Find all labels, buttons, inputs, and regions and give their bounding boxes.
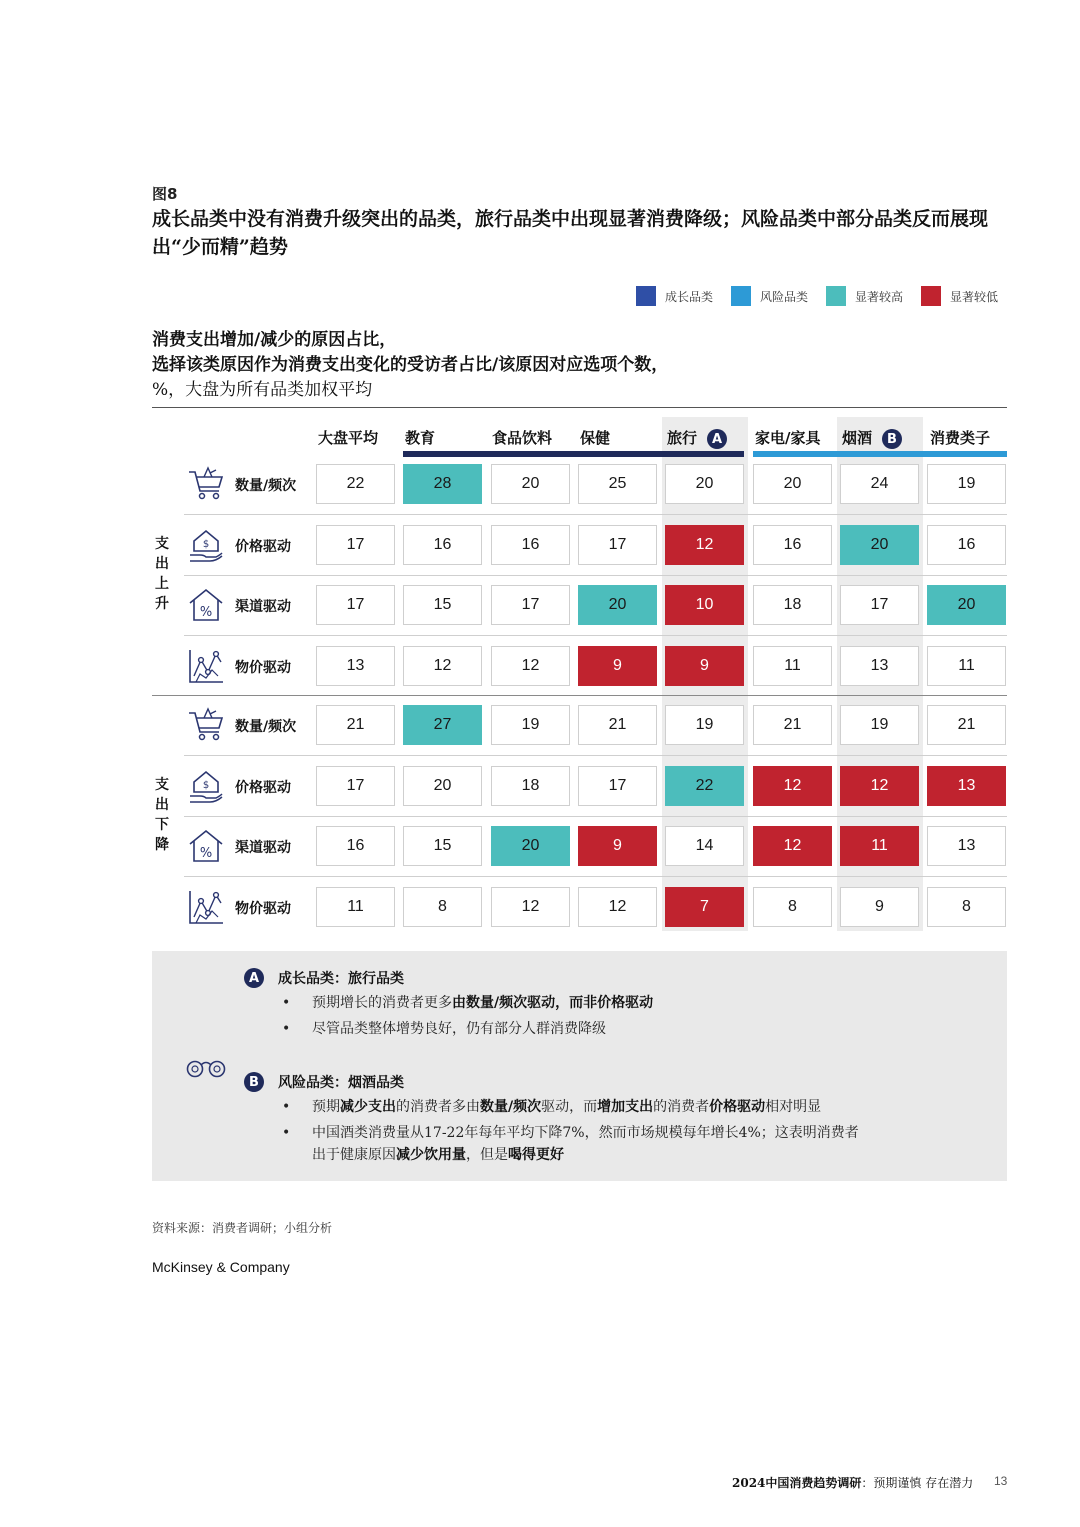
table-cell: 17 — [578, 766, 657, 806]
note-b-bullet-1 — [282, 1096, 992, 1118]
table-cell: 20 — [491, 826, 570, 866]
legend-item-high — [826, 286, 903, 306]
legend-item-risk — [731, 286, 808, 306]
footer-rest: ：预期谨慎 存在潜力 — [861, 1476, 974, 1490]
table-cell: 19 — [491, 705, 570, 745]
table-subtitle — [152, 328, 668, 403]
note-text: 预期 — [312, 1099, 340, 1115]
table-cell: 20 — [578, 585, 657, 625]
table-cell: 20 — [927, 585, 1006, 625]
percent-house-icon — [186, 585, 226, 625]
table-cell: 9 — [578, 646, 657, 686]
svg-text:%: % — [199, 846, 213, 861]
table-cell: 21 — [753, 705, 832, 745]
column-header — [667, 427, 727, 449]
price-house-icon — [186, 766, 226, 806]
table-cell: 13 — [927, 766, 1006, 806]
trend-chart-icon — [186, 646, 226, 686]
brand-name: McKinsey & Company — [152, 1259, 290, 1275]
note-emphasis: 增加支出 — [597, 1099, 654, 1115]
subtitle-line: %，大盘为所有品类加权平均 — [152, 380, 373, 400]
badge-b-icon: B — [244, 1072, 264, 1092]
column-header-label: 烟酒 — [842, 429, 873, 447]
note-emphasis: 喝得更好 — [508, 1147, 564, 1163]
bullet: • — [282, 1021, 291, 1037]
table-cell: 8 — [403, 887, 482, 927]
table-cell: 12 — [491, 646, 570, 686]
row-label: 渠道驱动 — [235, 599, 291, 615]
binoculars-icon — [185, 1056, 227, 1078]
note-text: 相对明显 — [765, 1099, 822, 1115]
side-label-char: 下 — [155, 817, 169, 833]
table-cell: 9 — [665, 646, 744, 686]
column-header-label: 家电/家具 — [755, 429, 821, 447]
row-label: 价格驱动 — [235, 779, 291, 796]
table-cell: 19 — [665, 705, 744, 745]
table-cell: 12 — [403, 646, 482, 686]
column-header — [580, 427, 610, 448]
table-cell: 9 — [578, 826, 657, 866]
legend-item-growth — [636, 286, 713, 306]
note-text: 尽管品类整体增势良好，仍有部分人群消费降级 — [312, 1021, 606, 1037]
table-cell: 27 — [403, 705, 482, 745]
table-cell: 13 — [316, 646, 395, 686]
table-cell: 20 — [840, 525, 919, 565]
column-header — [930, 427, 990, 448]
table-cell: 18 — [491, 766, 570, 806]
table-cell: 19 — [927, 464, 1006, 504]
note-heading-text: 风险品类：烟酒品类 — [278, 1075, 404, 1091]
legend-swatch — [636, 286, 656, 306]
note-text: 预期增长的消费者更多 — [312, 995, 452, 1011]
svg-text:%: % — [199, 605, 213, 620]
table-cell: 22 — [316, 464, 395, 504]
badge-a-icon: A — [244, 968, 264, 988]
table-cell: 28 — [403, 464, 482, 504]
row-divider — [184, 635, 1007, 636]
note-text: ，但是 — [466, 1147, 508, 1163]
table-cell: 17 — [316, 585, 395, 625]
table-cell: 17 — [578, 525, 657, 565]
table-cell: 21 — [316, 705, 395, 745]
note-b-bullet-2 — [282, 1122, 992, 1166]
footer-bold: 2024中国消费趋势调研 — [732, 1476, 862, 1490]
table-cell: 13 — [840, 646, 919, 686]
badge-b-icon: B — [882, 429, 902, 449]
table-cell: 12 — [840, 766, 919, 806]
figure-label: 图8 — [152, 185, 178, 203]
growth-category-bar — [403, 451, 744, 457]
table-cell: 12 — [578, 887, 657, 927]
row-divider — [184, 816, 1007, 817]
row-label: 物价驱动 — [235, 900, 291, 917]
table-cell: 22 — [665, 766, 744, 806]
table-cell: 17 — [840, 585, 919, 625]
note-emphasis: 减少支出 — [340, 1099, 396, 1115]
group-side-label — [152, 775, 172, 855]
table-cell: 15 — [403, 826, 482, 866]
table-cell: 8 — [927, 887, 1006, 927]
column-header — [318, 427, 378, 448]
table-cell: 25 — [578, 464, 657, 504]
table-cell: 10 — [665, 585, 744, 625]
note-b-heading — [244, 1072, 404, 1092]
row-label: 物价驱动 — [235, 659, 291, 676]
subtitle-divider — [152, 407, 1007, 408]
row-divider — [184, 876, 1007, 877]
table-cell: 24 — [840, 464, 919, 504]
side-label-char: 出 — [155, 556, 169, 572]
subtitle-line: 选择该类原因作为消费支出变化的受访者占比/该原因对应选项个数， — [152, 355, 669, 375]
note-text: 驱动，而 — [541, 1099, 598, 1115]
table-cell: 11 — [840, 826, 919, 866]
subtitle-line: 消费支出增加/减少的原因占比， — [152, 330, 397, 350]
side-label-char: 上 — [155, 576, 169, 592]
badge-a-icon: A — [707, 429, 727, 449]
legend-swatch — [921, 286, 941, 306]
group-side-label — [152, 534, 172, 614]
table-cell: 16 — [403, 525, 482, 565]
note-emphasis: 价格驱动 — [709, 1099, 766, 1115]
table-cell: 11 — [316, 887, 395, 927]
column-header-label: 消费类子 — [930, 429, 991, 447]
column-header — [492, 427, 552, 448]
table-cell: 17 — [491, 585, 570, 625]
column-header-label: 大盘平均 — [318, 429, 379, 447]
table-cell: 12 — [665, 525, 744, 565]
column-header — [755, 427, 820, 448]
page-number: 13 — [994, 1474, 1008, 1488]
footer-title — [732, 1474, 973, 1491]
side-label-char: 升 — [155, 596, 169, 612]
row-label: 渠道驱动 — [235, 840, 291, 856]
trend-chart-icon — [186, 887, 226, 927]
column-header-label: 旅行 — [667, 429, 698, 447]
risk-category-bar — [753, 451, 1007, 457]
svg-text:$: $ — [202, 538, 210, 550]
group-divider — [152, 695, 1007, 696]
table-cell: 21 — [578, 705, 657, 745]
bullet: • — [282, 1099, 291, 1115]
note-heading-text: 成长品类：旅行品类 — [278, 971, 404, 987]
legend-swatch — [731, 286, 751, 306]
legend-label: 显著较高 — [855, 289, 904, 304]
legend-swatch — [826, 286, 846, 306]
note-emphasis: 数量/频次 — [480, 1099, 542, 1115]
table-cell: 9 — [840, 887, 919, 927]
bullet: • — [282, 995, 291, 1011]
side-label-char: 支 — [155, 777, 169, 793]
note-text: 的消费者 — [653, 1099, 710, 1115]
note-a-bullet-1 — [282, 992, 992, 1014]
table-cell: 20 — [753, 464, 832, 504]
row-divider — [184, 514, 1007, 515]
legend-item-low — [921, 286, 998, 306]
note-a-heading — [244, 968, 404, 988]
table-cell: 8 — [753, 887, 832, 927]
table-cell: 13 — [927, 826, 1006, 866]
table-cell: 17 — [316, 525, 395, 565]
table-cell: 12 — [753, 766, 832, 806]
column-header-label: 保健 — [580, 429, 611, 447]
table-cell: 20 — [665, 464, 744, 504]
side-label-char: 出 — [155, 797, 169, 813]
table-cell: 14 — [665, 826, 744, 866]
table-cell: 11 — [753, 646, 832, 686]
table-cell: 20 — [403, 766, 482, 806]
table-cell: 19 — [840, 705, 919, 745]
table-cell: 16 — [927, 525, 1006, 565]
row-divider — [184, 755, 1007, 756]
table-cell: 17 — [316, 766, 395, 806]
cart-icon — [186, 705, 226, 745]
table-cell: 11 — [927, 646, 1006, 686]
column-header-label: 食品饮料 — [492, 429, 553, 447]
note-text: 的消费者多由 — [396, 1099, 480, 1115]
percent-house-icon — [186, 826, 226, 866]
note-text: 中国酒类消费量从17-22年每年平均下降7%，然而市场规模每年增长4%；这表明消费者 — [312, 1125, 859, 1141]
table-cell: 12 — [491, 887, 570, 927]
table-cell: 16 — [753, 525, 832, 565]
note-emphasis: 减少饮用量 — [396, 1147, 466, 1163]
column-header — [405, 427, 435, 448]
column-header — [842, 427, 902, 449]
legend — [636, 286, 998, 306]
note-emphasis: 由数量/频次驱动，而非价格驱动 — [452, 995, 654, 1011]
svg-text:$: $ — [202, 779, 210, 791]
row-label: 数量/频次 — [235, 478, 297, 494]
legend-label: 风险品类 — [760, 289, 809, 304]
table-cell: 12 — [753, 826, 832, 866]
row-label: 数量/频次 — [235, 719, 297, 735]
table-cell: 20 — [491, 464, 570, 504]
side-label-char: 降 — [155, 837, 169, 853]
row-divider — [184, 575, 1007, 576]
table-cell: 15 — [403, 585, 482, 625]
figure-title: 成长品类中没有消费升级突出的品类，旅行品类中出现显著消费降级；风险品类中部分品类反而展现出“少而精”趋势 — [152, 208, 989, 258]
column-header-label: 教育 — [405, 429, 436, 447]
legend-label: 显著较低 — [950, 289, 999, 304]
notes-box — [152, 951, 1007, 1181]
legend-label: 成长品类 — [665, 289, 714, 304]
cart-icon — [186, 464, 226, 504]
row-label: 价格驱动 — [235, 538, 291, 555]
price-house-icon — [186, 525, 226, 565]
table-cell: 21 — [927, 705, 1006, 745]
bullet: • — [282, 1125, 291, 1141]
table-cell: 16 — [316, 826, 395, 866]
side-label-char: 支 — [155, 536, 169, 552]
table-cell: 7 — [665, 887, 744, 927]
source-note: 资料来源：消费者调研；小组分析 — [152, 1221, 333, 1235]
table-cell: 16 — [491, 525, 570, 565]
note-a-bullet-2 — [282, 1018, 992, 1040]
note-text: 出于健康原因 — [312, 1147, 396, 1163]
table-cell: 18 — [753, 585, 832, 625]
